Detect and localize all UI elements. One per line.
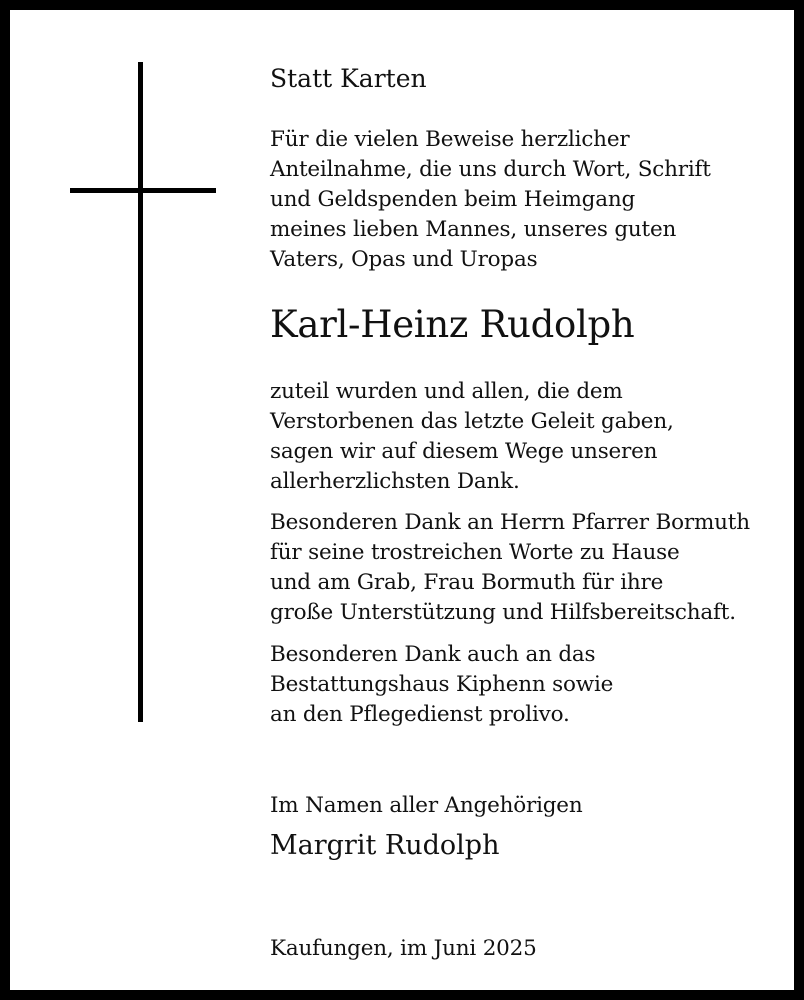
cross-vertical-bar [138,62,143,722]
place-and-date: Kaufungen, im Juni 2025 [270,936,537,961]
funeral-home-thanks-paragraph: Besonderen Dank auch an das Bestattungshaus Kiphenn sowie an den Pflegedienst prolivo. [270,642,614,727]
deceased-name: Karl-Heinz Rudolph [270,303,635,346]
cross-horizontal-bar [70,188,216,193]
notice-header: Statt Karten [270,64,427,93]
thanks-paragraph: zuteil wurden und allen, die dem Verstorbenen das letzte Geleit gaben, sagen wir auf diesem Wege unseren allerherzlichsten Dank. [270,379,674,494]
signatory-name: Margrit Rudolph [270,830,500,861]
pastor-thanks-paragraph: Besonderen Dank an Herrn Pfarrer Bormuth für seine trostreichen Worte zu Hause und am Grab, Frau Bormuth für ihre große Unterstützung und Hilfsbereitschaft. [270,510,750,625]
intro-paragraph: Für die vielen Beweise herzlicher Anteilnahme, die uns durch Wort, Schrift und Geldspenden beim Heimgang meines lieben Mannes, unseres guten Vaters, Opas und Uropas [270,127,711,272]
signature-intro: Im Namen aller Angehörigen [270,793,583,818]
